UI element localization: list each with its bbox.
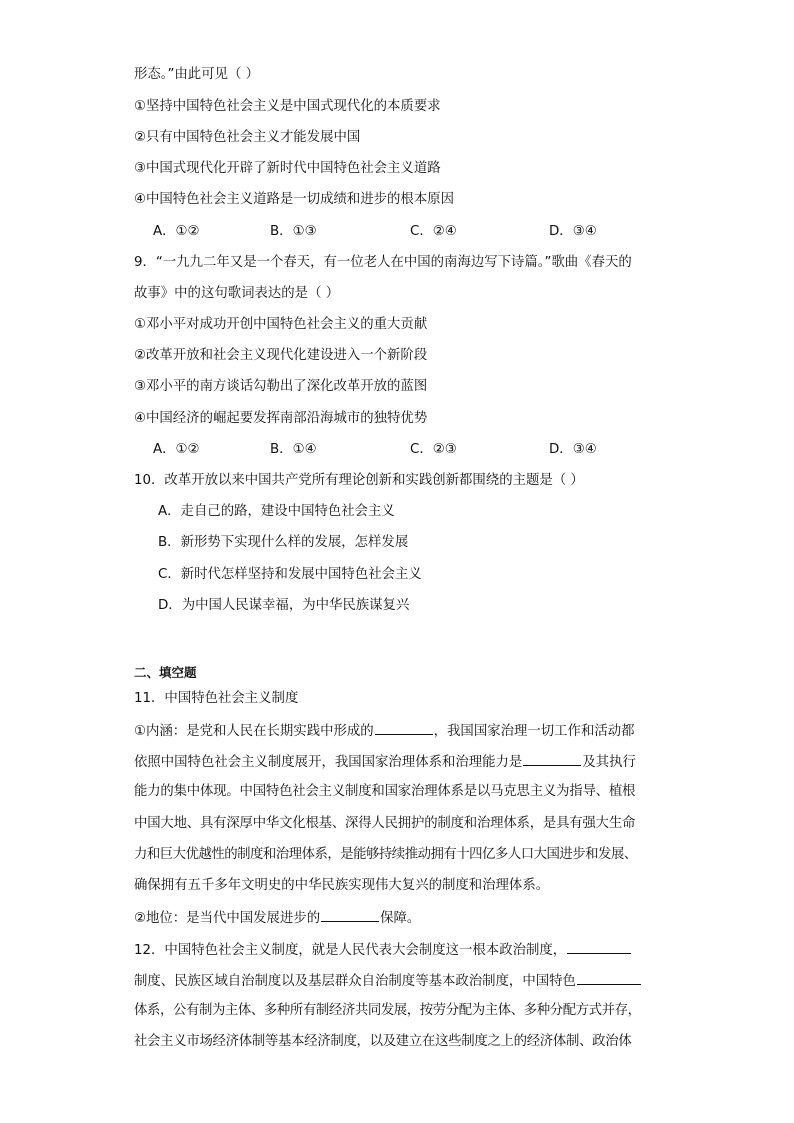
q10-option-a[interactable]: A．走自己的路，建设中国特色社会主义 <box>158 504 395 519</box>
q12-line-4: 社会主义市场经济体制等基本经济制度，以及建立在这些制度之上的经济体制、政治体 <box>134 1034 632 1049</box>
q11-line-3: 能力的集中体现。中国特色社会主义制度和国家治理体系是以马克思主义为指导、植根 <box>134 784 636 799</box>
q11-line-2-text-a: 依照中国特色社会主义制度展开，我国国家治理体系和治理能力是 <box>134 755 523 770</box>
q8-item-2: ②只有中国特色社会主义才能发展中国 <box>134 130 361 145</box>
q9-item-3: ③邓小平的南方谈话勾勒出了深化改革开放的蓝图 <box>134 379 428 394</box>
q9-item-1: ①邓小平对成功开创中国特色社会主义的重大贡献 <box>134 317 428 332</box>
q12-line-1-text: 12．中国特色社会主义制度，就是人民代表大会制度这一根本政治制度， <box>134 943 567 958</box>
q8-item-3: ③中国式现代化开辟了新时代中国特色社会主义道路 <box>134 161 441 176</box>
q11-title: 11．中国特色社会主义制度 <box>134 691 299 706</box>
q11-line-5: 力和巨大优越性的制度和治理体系，是能够持续推动拥有十四亿多人口大国进步和发展、 <box>134 847 637 862</box>
section-title-fill-in: 二、填空题 <box>134 665 197 680</box>
q11-line-7-text-b: 保障。 <box>380 911 421 926</box>
q12-line-2 <box>134 970 664 992</box>
q8-item-4: ④中国特色社会主义道路是一切成绩和进步的根本原因 <box>134 192 454 207</box>
q8-option-a[interactable]: A．①② <box>153 224 200 239</box>
q9-option-a[interactable]: A．①② <box>153 442 200 457</box>
q11-line-2-text-b: 及其执行 <box>582 755 636 770</box>
q8-option-d[interactable]: D．③④ <box>549 224 597 239</box>
q10-option-c[interactable]: C．新时代怎样坚持和发展中国特色社会主义 <box>158 567 422 582</box>
q11-line-2 <box>134 751 664 773</box>
q12-blank-1[interactable] <box>567 939 631 954</box>
q10-option-d[interactable]: D．为中国人民谋幸福，为中华民族谋复兴 <box>158 598 410 613</box>
q9-option-c[interactable]: C．②③ <box>410 442 457 457</box>
q11-blank-1[interactable] <box>375 720 433 735</box>
q12-line-1 <box>134 939 664 961</box>
q11-line-7 <box>134 907 664 929</box>
q11-line-1-text-b: ，我国国家治理一切工作和活动都 <box>433 724 635 739</box>
q11-blank-2[interactable] <box>523 751 581 766</box>
q9-stem-line-1: 9．“一九九二年又是一个春天，有一位老人在中国的南海边写下诗篇。”歌曲《春天的 <box>134 255 632 270</box>
q9-stem-line-2: 故事》中的这句歌词表达的是（ ） <box>134 286 340 301</box>
q9-option-d[interactable]: D．③④ <box>549 442 597 457</box>
q11-line-7-text-a: ②地位：是当代中国发展进步的 <box>134 911 321 926</box>
q9-item-2: ②改革开放和社会主义现代化建设进入一个新阶段 <box>134 348 428 363</box>
q9-item-4: ④中国经济的崛起要发挥南部沿海城市的独特优势 <box>134 411 428 426</box>
q12-line-2-text: 制度、民族区域自治制度以及基层群众自治制度等基本政治制度，中国特色 <box>134 974 576 989</box>
q8-stem-tail: 形态。”由此可见（ ） <box>134 67 260 82</box>
q12-line-3: 体系，公有制为主体、多种所有制经济共同发展，按劳分配为主体、多种分配方式并存， <box>134 1003 641 1018</box>
q8-options <box>153 222 633 242</box>
q10-option-b[interactable]: B．新形势下实现什么样的发展，怎样发展 <box>158 535 409 550</box>
q11-blank-3[interactable] <box>321 907 379 922</box>
q11-line-6: 确保拥有五千多年文明史的中华民族实现伟大复兴的制度和治理体系。 <box>134 878 550 893</box>
q9-option-b[interactable]: B．①④ <box>270 442 317 457</box>
q8-option-c[interactable]: C．②④ <box>410 224 457 239</box>
q9-options <box>153 440 633 460</box>
q11-line-1-text-a: ①内涵：是党和人民在长期实践中形成的 <box>134 724 374 739</box>
q11-line-4: 中国大地、具有深厚中华文化根基、深得人民拥护的制度和治理体系，是具有强大生命 <box>134 816 636 831</box>
q10-stem: 10．改革开放以来中国共产党所有理论创新和实践创新都围绕的主题是（ ） <box>134 473 584 488</box>
q11-line-1 <box>134 720 664 742</box>
q12-blank-2[interactable] <box>577 970 641 985</box>
q8-item-1: ①坚持中国特色社会主义是中国式现代化的本质要求 <box>134 99 441 114</box>
q8-option-b[interactable]: B．①③ <box>270 224 317 239</box>
